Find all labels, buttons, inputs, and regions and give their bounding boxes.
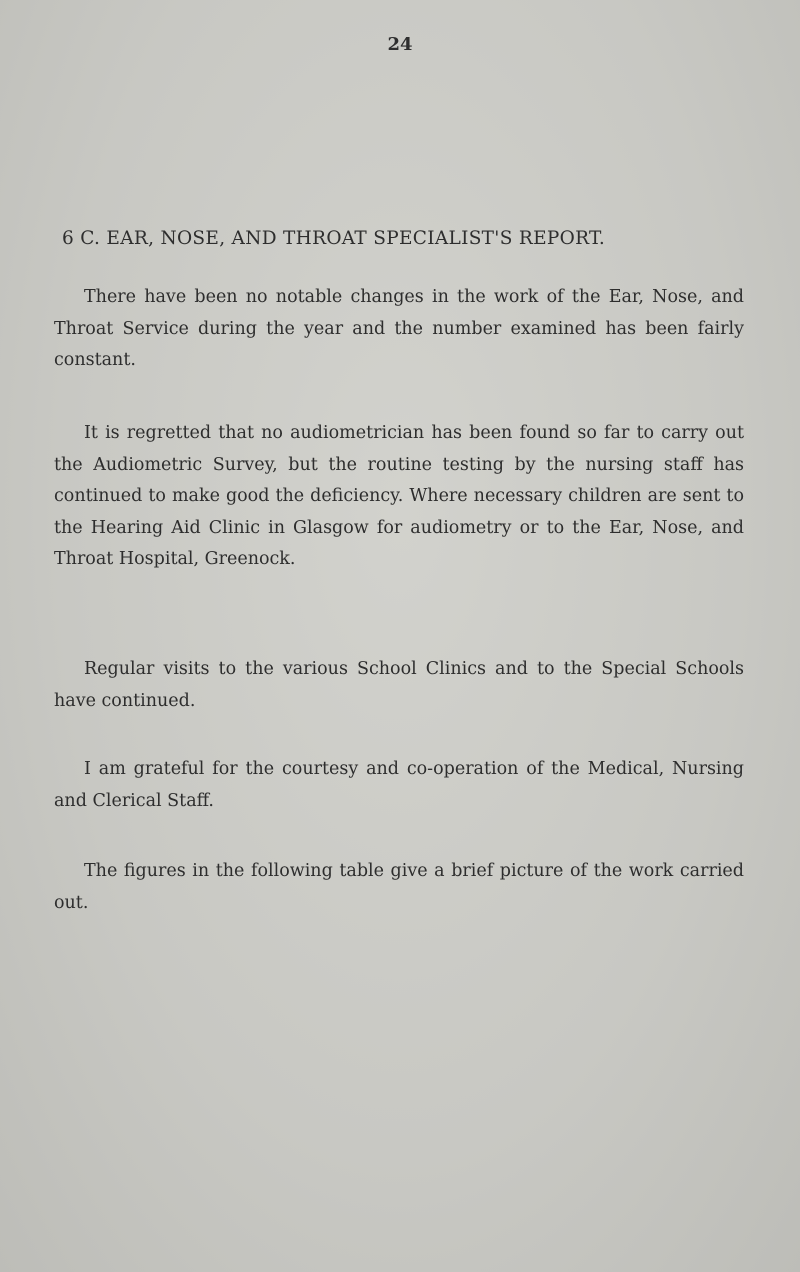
paragraph-text: It is regretted that no audiometrician has been found so far to carry out the Audiometric Survey, but the routine testing by the nursing staff has continued to make good the deficiency. Where necessary children are sent to the Hearing Aid Clinic in Glasgow for audiometry or to the Ear, Nose, and Throat Hospital, Greenock.	[54, 423, 744, 569]
paragraph-text: Regular visits to the various School Clinics and to the Special Schools have continued.	[54, 659, 744, 711]
paragraph-4	[54, 754, 744, 817]
paragraph-text: The figures in the following table give a brief picture of the work carried out.	[54, 861, 744, 913]
paragraph-3	[54, 654, 744, 717]
paragraph-2	[54, 418, 744, 576]
paragraph-text: I am grateful for the courtesy and co-operation of the Medical, Nursing and Clerical Staff.	[54, 759, 744, 811]
paragraph-1	[54, 282, 744, 377]
section-heading: 6 C. EAR, NOSE, AND THROAT SPECIALIST'S REPORT.	[62, 228, 606, 249]
paragraph-5	[54, 856, 744, 919]
paragraph-text: There have been no notable changes in the work of the Ear, Nose, and Throat Service during the year and the number examined has been fairly constant.	[54, 287, 744, 370]
page-number: 24	[387, 34, 413, 55]
